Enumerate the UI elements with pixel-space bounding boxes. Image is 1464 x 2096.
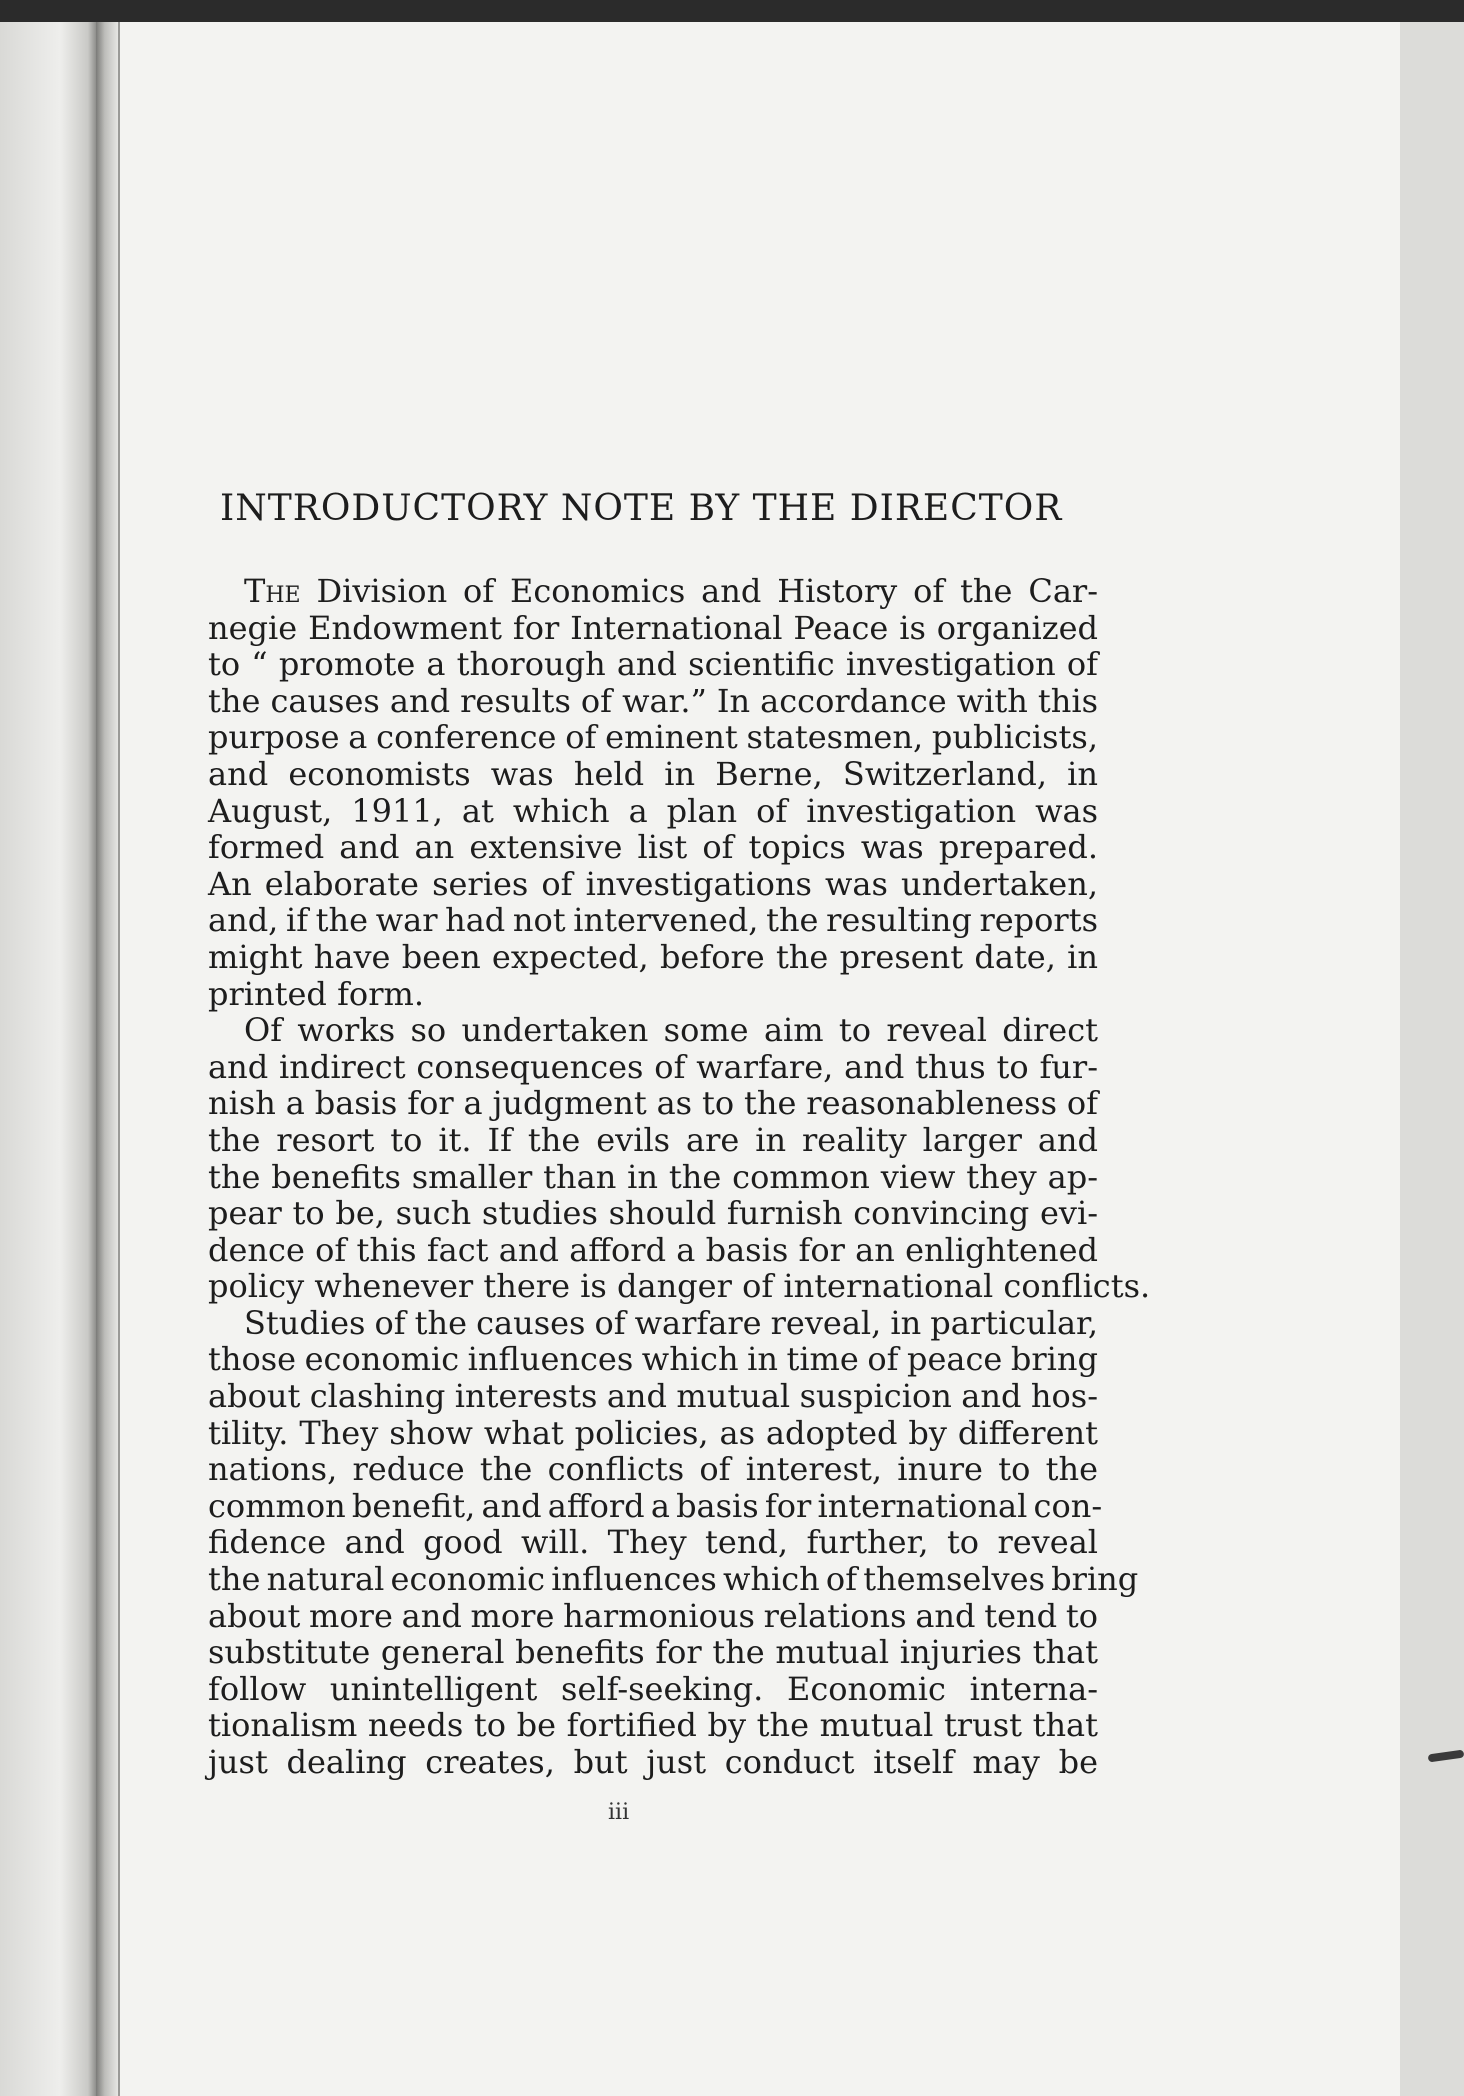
book-spine (96, 22, 118, 2096)
text-line: tionalism needs to be fortified by the mutual trust that (208, 1706, 1098, 1745)
text-line: policy whenever there is danger of international conflicts. (208, 1267, 1151, 1306)
text-line: follow unintelligent self-seeking. Economic interna- (208, 1669, 1098, 1708)
text-line: An elaborate series of investigations was undertaken, (208, 864, 1098, 903)
text-line: substitute general benefits for the mutual injuries that (208, 1633, 1098, 1672)
text-line: common benefit, and afford a basis for international con- (208, 1486, 1103, 1525)
text-line: the natural economic influences which of themselves bring (208, 1560, 1139, 1599)
text-line (208, 573, 1098, 610)
text-line: and indirect consequences of warfare, and thus to fur- (208, 1047, 1098, 1086)
text-line: the benefits smaller than in the common view they ap- (208, 1157, 1098, 1196)
text-line: about clashing interests and mutual suspicion and hos- (208, 1377, 1099, 1416)
text-line: Studies of the causes of warfare reveal, in particular, (244, 1303, 1098, 1342)
text-line-rest: Division of Economics and History of the Car- (300, 572, 1098, 610)
text-line: August, 1911, at which a plan of investigation was (208, 791, 1098, 830)
paragraph-2 (208, 1011, 1151, 1306)
text-line: purpose a conference of eminent statesmen, publicists, (208, 718, 1098, 757)
scan-border-top (0, 0, 1464, 22)
scan-left-edge (0, 22, 96, 2096)
paragraph-1 (208, 573, 1098, 1012)
scan-right-edge (1400, 22, 1464, 2096)
page-number: iii (608, 1800, 630, 1825)
text-line: printed form. (208, 974, 424, 1013)
text-line: to “ promote a thorough and scientific investigation of (208, 645, 1098, 684)
text-line: and, if the war had not intervened, the resulting reports (208, 901, 1099, 940)
text-line: the causes and results of war.” In accordance with this (208, 681, 1099, 720)
text-line: tility. They show what policies, as adopted by different (208, 1413, 1098, 1452)
lead-word: The (244, 572, 301, 610)
text-line: and economists was held in Berne, Switzerland, in (208, 754, 1098, 793)
text-line: nations, reduce the conflicts of interest, inure to the (208, 1450, 1098, 1489)
text-line: fidence and good will. They tend, further, to reveal (208, 1523, 1098, 1562)
page-heading: INTRODUCTORY NOTE BY THE DIRECTOR (220, 488, 1063, 529)
paragraph-3 (208, 1303, 1139, 1781)
text-line: just dealing creates, but just conduct itself may be (208, 1743, 1098, 1781)
text-line: pear to be, such studies should furnish convincing evi- (208, 1194, 1098, 1233)
text-line: those economic influences which in time of peace bring (208, 1340, 1098, 1379)
page-text (208, 488, 1151, 1781)
text-line: the resort to it. If the evils are in reality larger and (208, 1120, 1098, 1159)
text-line: formed and an extensive list of topics was prepared. (208, 828, 1098, 867)
text-line: Of works so undertaken some aim to reveal direct (244, 1011, 1098, 1050)
text-line: nish a basis for a judgment as to the reasonableness of (208, 1084, 1099, 1123)
text-line: negie Endowment for International Peace is organized (208, 608, 1098, 647)
text-line: dence of this fact and afford a basis for an enlightened (208, 1230, 1098, 1269)
text-line: about more and more harmonious relations and tend to (208, 1596, 1098, 1635)
text-line: might have been expected, before the present date, in (208, 937, 1098, 976)
